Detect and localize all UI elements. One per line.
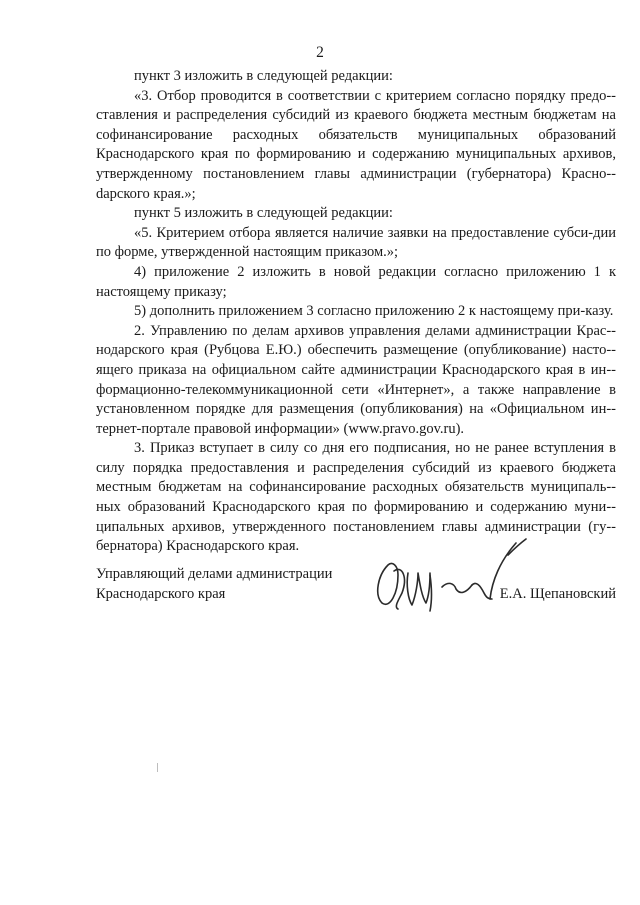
signature-block <box>96 565 620 625</box>
paragraph-item-3-intro: пункт 3 изложить в следующей редакции: <box>134 68 393 84</box>
handwritten-signature <box>368 535 533 625</box>
paragraph-clause-2: 2. Управлению по делам архивов управления делами администрации Крас-нодарского края (Рубцова Е.Ю.) обеспечить размещение (опубликование) насто-ящего приказа на официальном сайте администрации Краснодарского края в ин-формационно-телекоммуникационной сети «Интернет», а также направление в установленном порядке для размещения (опубликования) на «Официальном ин-тернет-портале правовой информации» (www.pravo.gov.ru). <box>96 322 616 437</box>
paragraph-item-5-text: «5. Критерием отбора является наличие заявки на предоставление субси-дии по форме, утвержденной настоящим приказом.»; <box>96 224 616 261</box>
paragraph-subitem-4: 4) приложение 2 изложить в новой редакции согласно приложению 1 к настоящему приказу; <box>96 263 616 300</box>
document-body <box>96 67 616 557</box>
signer-title: Управляющий делами администрации Краснодарского края <box>96 566 333 602</box>
paragraph-item-5-intro: пункт 5 изложить в следующей редакции: <box>134 205 393 222</box>
page-number: 2 <box>316 44 324 61</box>
signer-name: Е.А. Щепановский <box>499 586 616 602</box>
margin-mark <box>157 763 158 772</box>
paragraph-subitem-5: 5) дополнить приложением 3 согласно приложению 2 к настоящему при-казу. <box>134 303 614 320</box>
paragraph-clause-3: 3. Приказ вступает в силу со дня его подписания, но не ранее вступления в силу порядка предоставления и распределения субсидий из краевого бюджета местным бюджетам на софинансирование расходных обязательств муниципаль-ных образований Краснодарского края по формированию и содержанию муни-ципальных архивов, утвержденного постановлением главы администрации (гу-бернатора) Краснодарского края. <box>96 440 616 555</box>
paragraph-item-3-text: «3. Отбор проводится в соответствии с критерием согласно порядку предо-ставления и распределения субсидий из краевого бюджета местным бюджетам на софинансирование расходных обязательств муниципальных образований Краснодарского края по формированию и содержанию муниципальных архивов, утвержденному постановлением главы администрации (губернатора) Красно-dарского края.»; <box>96 87 616 202</box>
